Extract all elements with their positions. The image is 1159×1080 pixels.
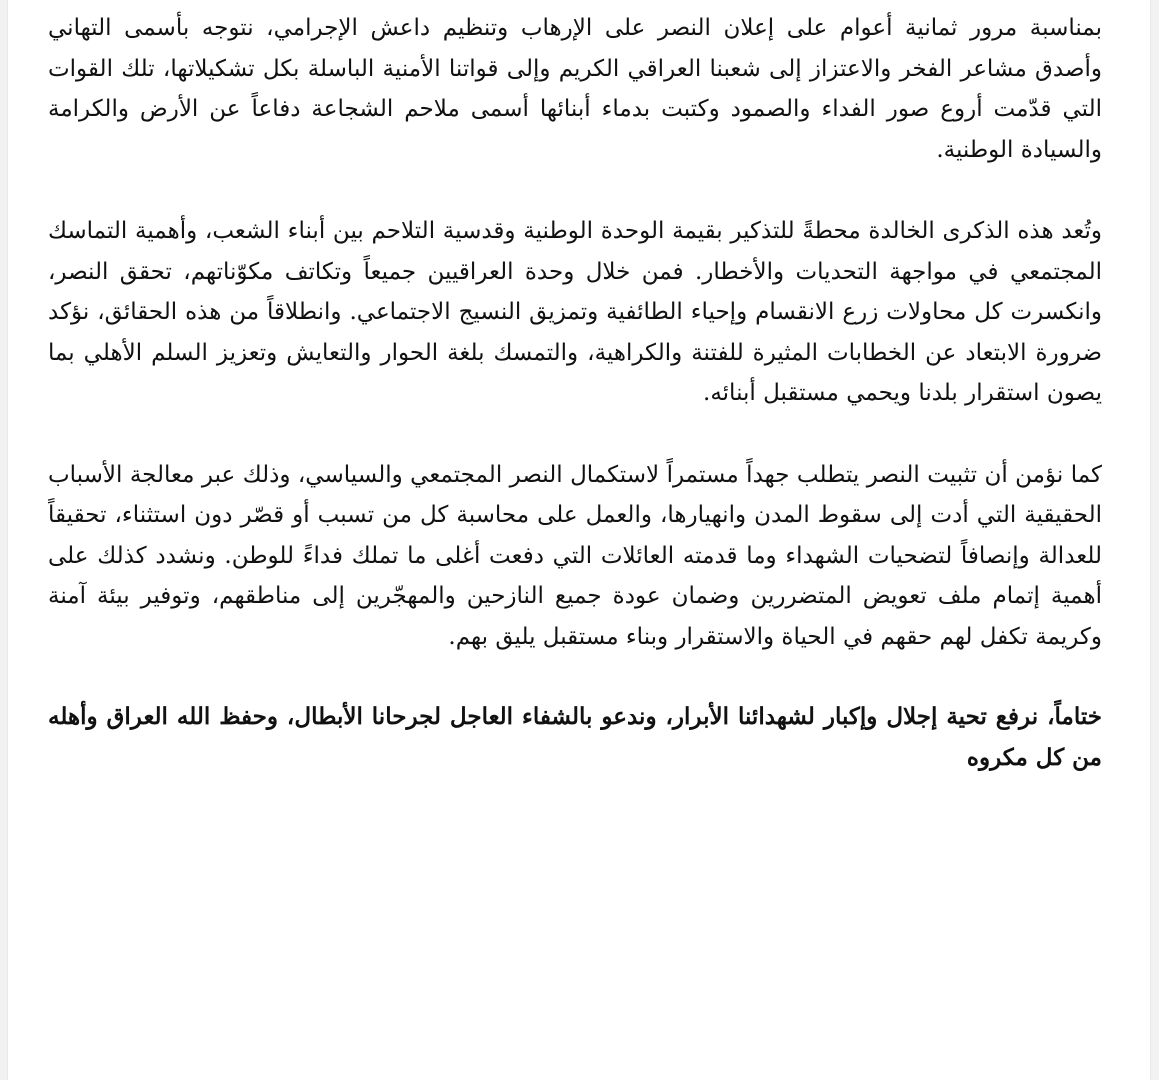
document-page <box>7 0 1151 1080</box>
paragraph-national-unity: وتُعد هذه الذكرى الخالدة محطةً للتذكير بقيمة الوحدة الوطنية وقدسية التلاحم بين أبناء الشعب، وأهمية التماسك المجتمعي في مواجهة التحديات والأخطار. فمن خلال وحدة العراقيين جميعاً وتكاتف مكوّناتهم، تحقق النصر، وانكسرت كل محاولات زرع الانقسام وإحياء الطائفية وتمزيق النسيج الاجتماعي. وانطلاقاً من هذه الحقائق، نؤكد ضرورة الابتعاد عن الخطابات المثيرة للفتنة والكراهية، والتمسك بلغة الحوار والتعايش وتعزيز السلم الأهلي بما يصون استقرار بلدنا ويحمي مستقبل أبنائه. <box>48 218 1102 406</box>
paragraph-consolidating-victory: كما نؤمن أن تثبيت النصر يتطلب جهداً مستمراً لاستكمال النصر المجتمعي والسياسي، وذلك عبر معالجة الأسباب الحقيقية التي أدت إلى سقوط المدن وانهيارها، والعمل على محاسبة كل من تسبب أو قصّر دون استثناء، تحقيقاً للعدالة وإنصافاً لتضحيات الشهداء وما قدمته العائلات التي دفعت أغلى ما تملك فداءً للوطن. ونشدد كذلك على أهمية إتمام ملف تعويض المتضررين وضمان عودة جميع النازحين والمهجّرين إلى مناطقهم، وتوفير بيئة آمنة وكريمة تكفل لهم حقهم في الحياة والاستقرار وبناء مستقبل يليق بهم. <box>48 461 1102 650</box>
paragraph-congratulations: بمناسبة مرور ثمانية أعوام على إعلان النصر على الإرهاب وتنظيم داعش الإجرامي، نتوجه بأسمى التهاني وأصدق مشاعر الفخر والاعتزاز إلى شعبنا العراقي الكريم وإلى قواتنا الأمنية الباسلة بكل تشكيلاتها، تلك القوات التي قدّمت أروع صور الفداء والصمود وكتبت بدماء أبنائها أسمى ملاحم الشجاعة دفاعاً عن الأرض والكرامة والسيادة الوطنية. <box>48 15 1102 163</box>
paragraph-closing: ختاماً، نرفع تحية إجلال وإكبار لشهدائنا الأبرار، وندعو بالشفاء العاجل لجرحانا الأبطال، وحفظ الله العراق وأهله من كل مكروه <box>48 703 1102 771</box>
document-body <box>48 8 1102 778</box>
